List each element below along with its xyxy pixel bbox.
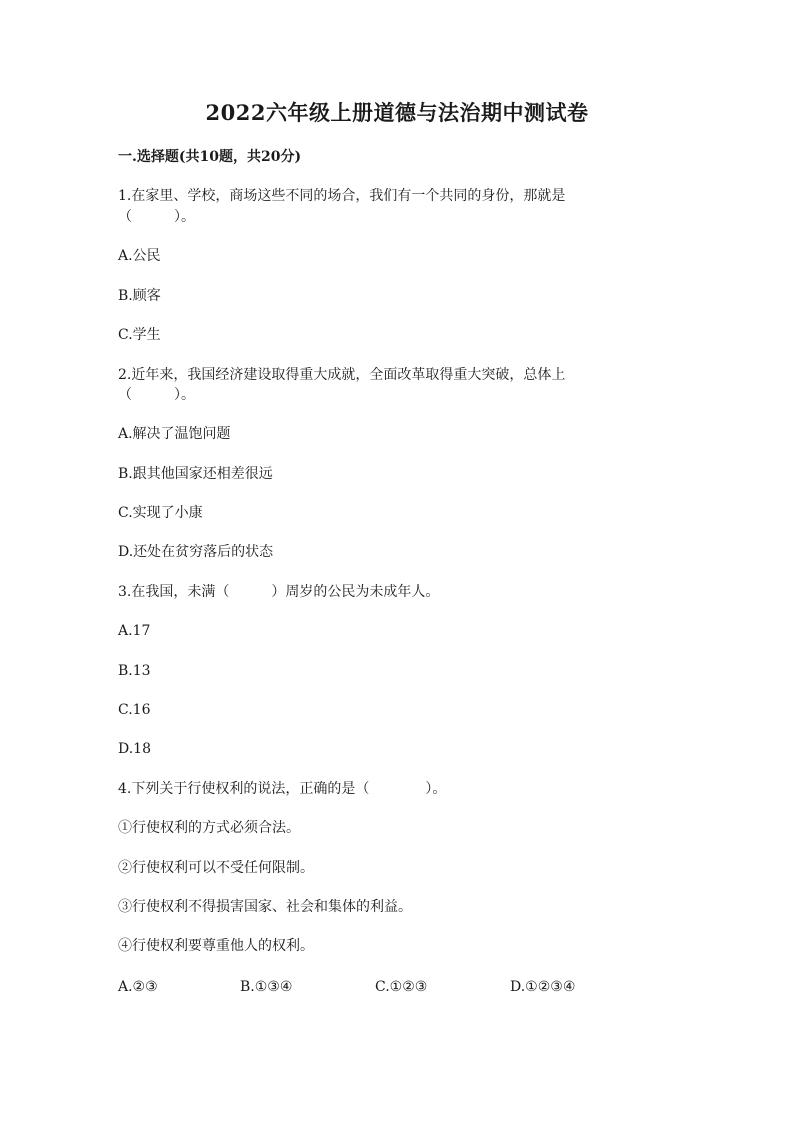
question-2-option-c: C.实现了小康: [118, 505, 203, 521]
question-3-option-b: B.13: [118, 663, 151, 679]
question-4-option-b: B.①③④: [240, 979, 293, 995]
question-2-stem-line-1: 2.近年来，我国经济建设取得重大成就，全面改革取得重大突破，总体上: [118, 367, 566, 383]
question-1-option-a: A.公民: [118, 248, 161, 264]
question-1-option-c: C.学生: [118, 327, 161, 343]
question-1-stem-line-1: 1.在家里、学校，商场这些不同的场合，我们有一个共同的身份，那就是: [118, 188, 566, 204]
question-4-statement-3: ③行使权利不得损害国家、社会和集体的利益。: [118, 899, 412, 915]
question-1-option-b: B.顾客: [118, 288, 161, 304]
question-3-stem: 3.在我国，未满（ ）周岁的公民为未成年人。: [118, 584, 440, 600]
question-4-statement-4: ④行使权利要尊重他人的权利。: [118, 938, 314, 954]
question-3-option-a: A.17: [118, 623, 151, 639]
section-heading: 一.选择题(共10题，共20分): [118, 149, 302, 165]
question-4-option-d: D.①②③④: [510, 979, 576, 995]
page-title: 2022六年级上册道德与法治期中测试卷: [205, 100, 589, 125]
question-4-option-c: C.①②③: [375, 979, 428, 995]
question-4-statement-2: ②行使权利可以不受任何限制。: [118, 860, 314, 876]
question-4-option-a: A.②③: [118, 979, 158, 995]
question-1-stem-line-2: （ ）。: [118, 209, 195, 225]
question-2-option-a: A.解决了温饱问题: [118, 426, 231, 442]
question-2-stem-line-2: （ ）。: [118, 387, 195, 403]
question-3-option-c: C.16: [118, 702, 151, 718]
question-2-option-b: B.跟其他国家还相差很远: [118, 466, 273, 482]
question-4-stem: 4.下列关于行使权利的说法，正确的是（ ）。: [118, 781, 447, 797]
question-3-option-d: D.18: [118, 741, 151, 757]
question-2-option-d: D.还处在贫穷落后的状态: [118, 544, 274, 560]
question-4-statement-1: ①行使权利的方式必须合法。: [118, 820, 300, 836]
